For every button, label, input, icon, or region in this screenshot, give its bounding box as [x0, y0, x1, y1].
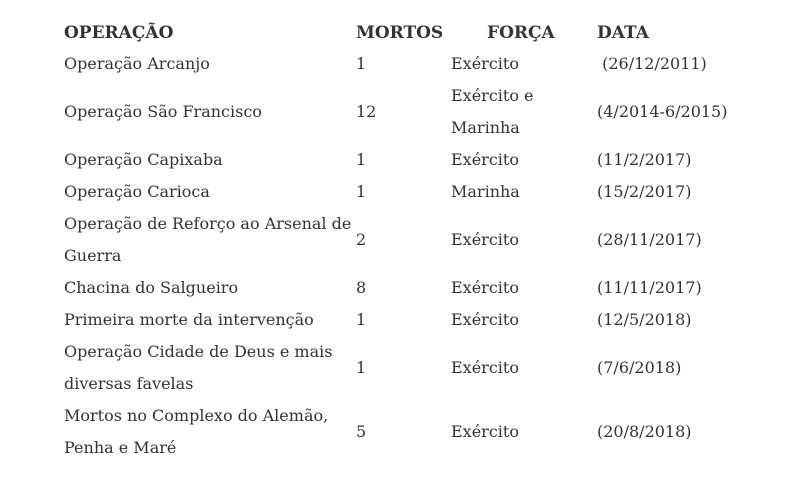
cell-data: (4/2014-6/2015)	[597, 102, 728, 121]
table-row	[64, 304, 784, 336]
table-row	[64, 176, 784, 208]
table-row	[64, 144, 784, 176]
table-header-row	[64, 18, 784, 48]
cell-data: (12/5/2018)	[597, 310, 692, 329]
cell-operacao: Chacina do Salgueiro	[64, 278, 239, 297]
cell-data: (11/2/2017)	[597, 150, 692, 169]
cell-data: (20/8/2018)	[597, 422, 692, 441]
cell-operacao: Mortos no Complexo do Alemão, Penha e Maré	[64, 406, 329, 457]
cell-mortos: 2	[356, 230, 367, 249]
cell-data: (28/11/2017)	[597, 230, 702, 249]
cell-operacao: Operação Cidade de Deus e mais diversas favelas	[64, 342, 333, 393]
cell-mortos: 1	[356, 310, 367, 329]
cell-mortos: 12	[356, 102, 377, 121]
operations-table	[64, 18, 784, 464]
table-row	[64, 272, 784, 304]
cell-data: (26/12/2011)	[597, 54, 707, 73]
table-row	[64, 48, 784, 80]
table-row	[64, 400, 784, 464]
cell-mortos: 1	[356, 182, 367, 201]
header-forca: FORÇA	[487, 23, 555, 43]
cell-forca: Exército	[451, 54, 519, 73]
header-operacao: OPERAÇÃO	[64, 23, 174, 43]
cell-operacao: Primeira morte da intervenção	[64, 310, 314, 329]
cell-operacao: Operação Capixaba	[64, 150, 223, 169]
cell-mortos: 5	[356, 422, 367, 441]
table-row	[64, 208, 784, 272]
cell-forca: Exército	[451, 150, 519, 169]
cell-forca: Exército e Marinha	[451, 86, 534, 137]
header-mortos: MORTOS	[356, 23, 444, 43]
table-row	[64, 80, 784, 144]
cell-data: (15/2/2017)	[597, 182, 692, 201]
cell-mortos: 1	[356, 358, 367, 377]
cell-data: (11/11/2017)	[597, 278, 702, 297]
cell-mortos: 8	[356, 278, 367, 297]
operations-table-container	[64, 18, 784, 464]
cell-forca: Exército	[451, 278, 519, 297]
cell-operacao: Operação São Francisco	[64, 102, 262, 121]
cell-operacao: Operação Arcanjo	[64, 54, 210, 73]
cell-mortos: 1	[356, 150, 367, 169]
cell-operacao: Operação de Reforço ao Arsenal de Guerra	[64, 214, 352, 265]
cell-forca: Exército	[451, 310, 519, 329]
cell-forca: Exército	[451, 422, 519, 441]
cell-operacao: Operação Carioca	[64, 182, 210, 201]
table-row	[64, 336, 784, 400]
cell-mortos: 1	[356, 54, 367, 73]
cell-forca: Exército	[451, 358, 519, 377]
cell-data: (7/6/2018)	[597, 358, 682, 377]
cell-forca: Exército	[451, 230, 519, 249]
header-data: DATA	[597, 23, 649, 43]
cell-forca: Marinha	[451, 182, 520, 201]
